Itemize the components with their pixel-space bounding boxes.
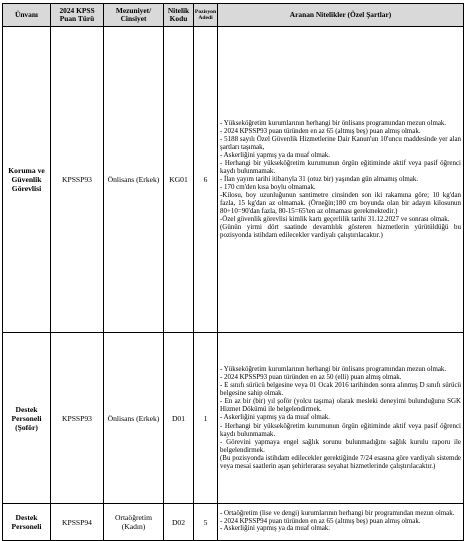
table-row [3,504,464,541]
cell-mezuniyet: Önlisans (Erkek) [104,27,164,333]
cell-kod: KG01 [164,27,194,333]
requirement-line: - 2024 KPSSP93 puan türünden en az 65 (altmış beş) puan almış olmak. [220,126,421,135]
header-nitelik-kodu: Nitelik Kodu [164,4,194,27]
requirement-line: (Günün yirmi dört saatinde devamlılık gösteren hizmetlerin yürütüldüğü bu pozisyonda istihdam edilecekler vardiyalı çalıştırılacaktır.) [220,223,461,240]
cell-nitelikler [218,333,464,504]
header-unvan: Ünvanı [3,4,51,27]
table-row [3,333,464,504]
requirement-line: - Herhangi bir yükseköğretim kurumunun örgün eğitiminde aktif veya pasif öğrenci kaydı bulunmamak. [220,158,461,175]
requirement-line: - Görevini yapmaya engel sağlık sorunu bulunmadığını sağlık kurulu raporu ile belgelendirmek. [220,437,461,454]
cell-puan-turu: KPSSP94 [51,504,104,541]
cell-kod: D02 [164,504,194,541]
cell-kod: D01 [164,333,194,504]
cell-adet: 5 [194,504,218,541]
cell-unvan: Destek Personeli [3,504,51,541]
requirement-line: - Askerliğini yapmış ya da muaf olmak. [220,150,331,159]
header-mezuniyet: Mezuniyet/ Cinsiyet [104,4,164,27]
requirement-line: - 2024 KPSSP93 puan türünden en az 50 (elli) puan almış olmak. [220,373,402,382]
requirement-line: -Özel güvenlik görevlisi kimlik kartı geçerlilik tarihi 31.12.2027 ve sonrası olmak. [220,215,450,224]
requirement-line: - E sınıfı sürücü belgesine veya 01 Ocak 2016 tarihinden sonra alınmış D sınıfı sürücü belgesine sahip olmak. [220,381,461,398]
requirement-line: - İlan yayım tarihi itibarıyla 31 (otuz bir) yaşından gün almamış olmak. [220,174,419,183]
requirement-line: - Yükseköğretim kurumlarının herhangi bir önlisans programından mezun olmak. [220,118,447,127]
header-puan-turu: 2024 KPSS Puan Türü [51,4,104,27]
requirement-line: - Askerliğini yapmış ya da muaf olmak. [220,524,331,533]
requirement-line: - Askerliğini yapmış ya da muaf olmak. [220,413,331,422]
cell-unvan: Destek Personeli (Şoför) [3,333,51,504]
cell-mezuniyet: Ortaöğretim (Kadın) [104,504,164,541]
cell-nitelikler [218,504,464,541]
cell-adet: 6 [194,27,218,333]
requirement-line: - Ortaöğretim (lise ve dengi) kurumlarının herhangi bir programından mezun olmak. [220,509,455,518]
requirement-line: - 170 cm'den kısa boylu olmamak. [220,183,316,192]
cell-unvan: Koruma ve Güvenlik Görevlisi [3,27,51,333]
header-nitelikler: Aranan Nitelikler (Özel Şartlar) [218,4,464,27]
requirement-line: (Bu pozisyonda istihdam edilecekler gerektiğinde 7/24 esasına göre vardiyalı sistemde veya mesai saatlerin aşan şehirlerarası seyahat hizmetlerinde çalıştırılacaktır.) [220,453,461,470]
table-row [3,27,464,333]
requirement-line: - Yükseköğretim kurumlarının herhangi bir önlisans programından mezun olmak. [220,365,447,374]
requirement-line: - En az bir (bir) yıl şoför (yolcu taşıma) olarak mesleki deneyimi bulunduğunu SGK Hizmet Dökümü ile belgelendirmek. [220,397,461,414]
requirement-line: -Kilosu, boy uzunluğunun santimetre cinsinden son iki rakamına göre; 10 kg'dan fazla, 15 kg'dan az olmamak. (Örneğin;180 cm boyunda olan bir adayın kilosunun 80+10=90'dan fazla, 80-15=65'ten az olmaması gerekmektedir.) [220,191,461,216]
header-row [3,4,464,27]
cell-puan-turu: KPSSP93 [51,27,104,333]
cell-mezuniyet: Önlisans (Erkek) [104,333,164,504]
header-pozisyon-adedi: Pozisyon Adedi [194,4,218,27]
cell-nitelikler [218,27,464,333]
requirement-line: - 2024 KPSSP94 puan türünden en az 65 (altmış beş) puan almış olmak. [220,516,421,525]
requirement-line: - 5188 sayılı Özel Güvenlik Hizmetlerine Dair Kanun'un 10'uncu maddesinde yer alan şartları taşımak, [220,134,461,151]
requirements-table [2,3,464,541]
requirement-line: - Herhangi bir yükseköğretim kurumunun örgün eğitiminde aktif veya pasif öğrenci kaydı bulunmamak. [220,421,461,438]
cell-adet: 1 [194,333,218,504]
cell-puan-turu: KPSSP93 [51,333,104,504]
